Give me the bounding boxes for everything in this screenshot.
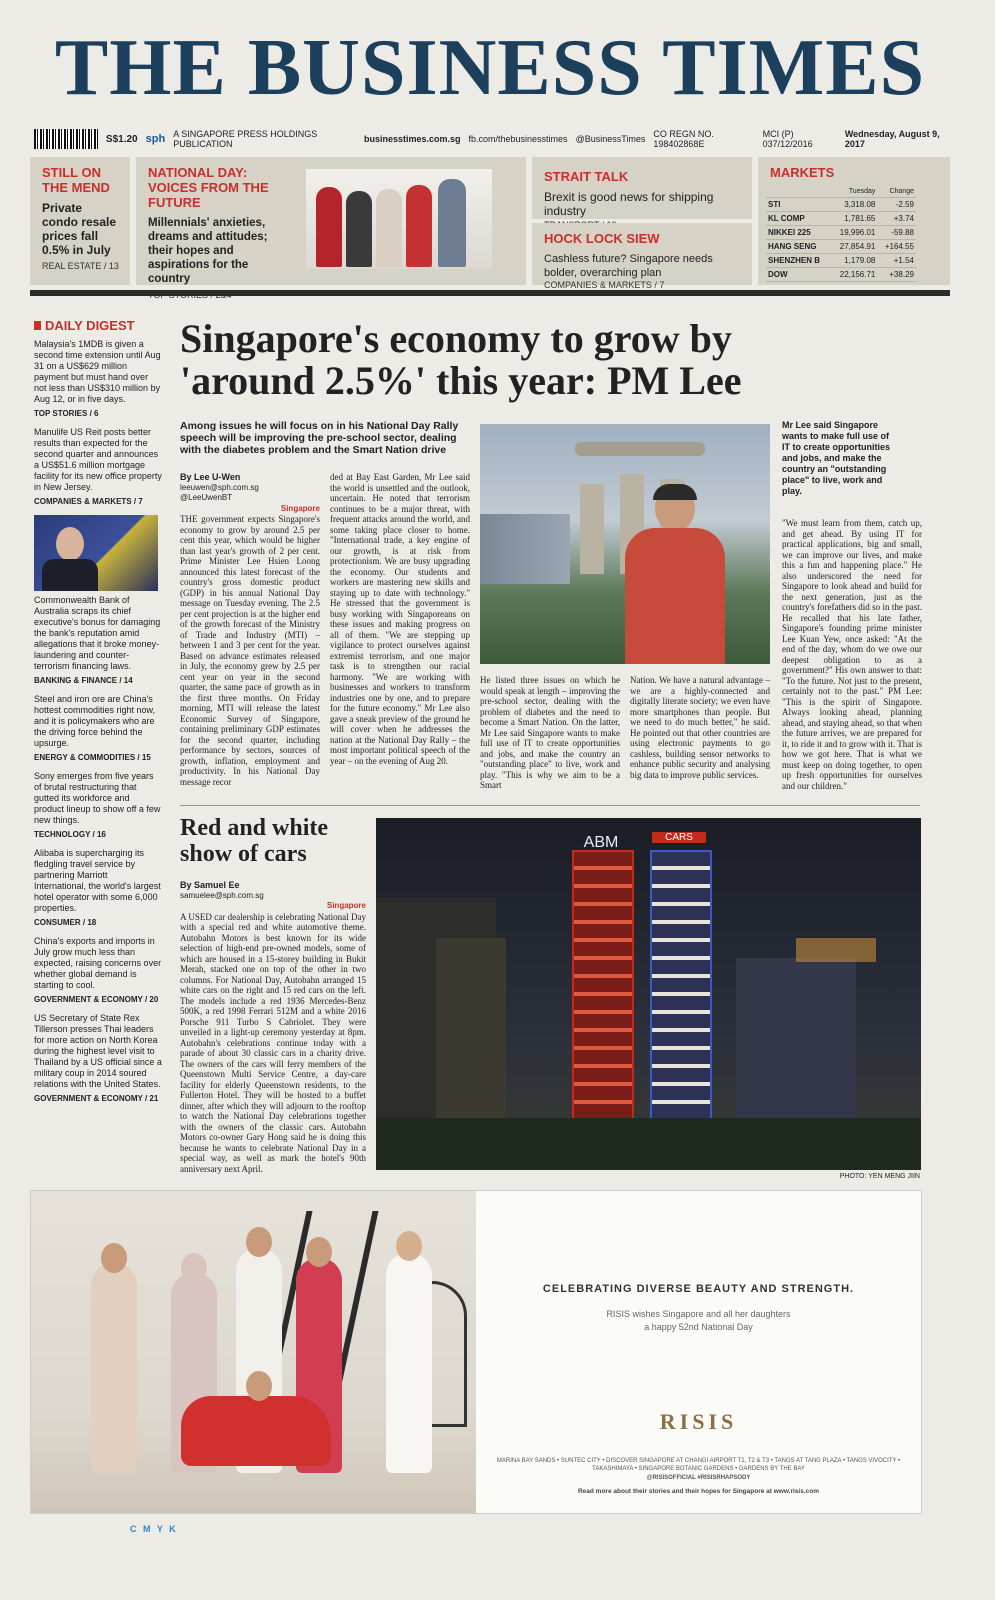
issue-date: Wednesday, August 9, 2017	[844, 129, 940, 149]
teaser-kicker: NATIONAL DAY: VOICES FROM THE FUTURE	[148, 165, 269, 210]
table-row: HANG SENG 27,854.91 +164.55	[766, 240, 916, 254]
teaser-kicker: HOCK LOCK SIEW	[544, 231, 660, 246]
story-divider	[180, 805, 920, 806]
white-car-tower	[650, 850, 712, 1154]
digest-item[interactable]: China's exports and imports in July grow much less than expected, raising concerns over whether global demand is starting to cool. GOVERNMENT & ECONOMY / 20	[34, 936, 162, 1004]
table-row: DOW 22,156.71 +38.29	[766, 268, 916, 282]
section-divider	[30, 290, 950, 296]
digest-item[interactable]: Steel and iron ore are China's hottest commodities right now, and it is policymakers who are the driving force behind the upsurge. ENERGY & COMMODITIES / 15	[34, 694, 156, 762]
markets-box	[758, 157, 950, 285]
digest-title: DAILY DIGEST	[34, 318, 162, 333]
markets-col-header: Change	[877, 186, 916, 198]
byline-email[interactable]: samuelee@sph.com.sg	[180, 890, 264, 900]
registration: CO REGN NO. 198402868E	[653, 129, 714, 149]
byline-email[interactable]: leeuwen@sph.com.sg	[180, 482, 259, 492]
info-bar	[34, 128, 949, 150]
lead-col-1	[180, 472, 320, 787]
teaser-row	[30, 157, 950, 290]
teaser-text: Private condo resale prices fall 0.5% in July	[42, 201, 117, 257]
teaser-section: COMPANIES & MARKETS / 7	[544, 280, 665, 290]
facebook-link[interactable]: fb.com/thebusinesstimes	[468, 134, 568, 144]
models-photo	[31, 1191, 476, 1513]
lead-standfirst: Among issues he will focus on in his National Day Rally speech will be improving the pre-school sector, dealing with the diabetes problem and the Smart Nation drive	[180, 420, 459, 456]
red-car-tower	[572, 850, 634, 1154]
teaser-kicker: STRAIT TALK	[544, 169, 629, 184]
teaser-hock-lock-siew[interactable]	[532, 223, 752, 290]
pm-figure	[625, 484, 725, 664]
markets-title: MARKETS	[770, 165, 835, 180]
dateline: Singapore	[326, 901, 366, 910]
table-row: NIKKEI 225 19,996.01 -59.88	[766, 226, 916, 240]
photo-caption: Mr Lee said Singapore wants to make full use of IT to create opportunities and jobs, and make the country an "outstanding place" to live, work and play.	[782, 420, 891, 496]
digest-marker-icon	[34, 321, 41, 330]
teaser-text: Cashless future? Singapore needs bolder, overarching plan	[544, 253, 713, 279]
ad-line-1: RISIS wishes Singapore and all her daughters	[606, 1309, 791, 1319]
teaser-text: Brexit is good news for shipping industry	[544, 190, 714, 218]
millennials-photo	[306, 169, 492, 269]
sph-logo-icon: sph	[145, 133, 166, 145]
ad-stores: MARINA BAY SANDS • SUNTEC CITY • DISCOVER SINGAPORE AT CHANGI AIRPORT T1, T2 & T3 • TANGS AT TANG PLAZA • TANGS VIVOCITY • TAKASHIMAYA • SINGAPORE BOTANIC GARDENS • GARDENS BY THE BAY	[496, 1458, 901, 1472]
markets-col-header: Tuesday	[831, 186, 877, 198]
second-body: A USED car dealership is celebrating National Day with a special red and white automotive theme. Autobahn Motors is best known for its wide selection of high-end pre-owned models, some of which are housed in a 15-storey building in Bukit Merah, stacked one on top of the other in two columns. For National Day, Autobahn arranged 15 white cars on the right and 15 red cars on the left. The models include a red 1936 Mercedes-Benz 500K, a red 1998 Ferrari 512M and a white 2016 Porsche 911 Turbo S Cabriolet. They were unveiled in a light-up ceremony yesterday at 8pm. Autobahn's celebrations continue today with a parade of about 30 classic cars in a charity drive. The owners of the cars will ferry members of the Queenstown Multi Service Centre, a day-care facility for elderly Queenstown residents, to the Fullerton Hotel. They will be hosted to a buffet dinner, after which they will adjourn to the rooftop to watch the National Day celebrations together with the owners of the classic cars. Autobahn Motors co-owner Gary Hong said he is doing this because he wants to celebrate National Day in a special way, as well as mark the hotel's 90th anniversary next April.	[180, 911, 366, 1174]
digest-item[interactable]: Malaysia's 1MDB is given a second time extension until Aug 31 on a US$629 million payment but must hand over not less than US$310 million by Aug 12, or in five days. TOP STORIES / 6	[34, 339, 161, 418]
teaser-kicker: STILL ON THE MEND	[42, 165, 110, 195]
byline: By Samuel Ee	[180, 880, 240, 890]
lead-body-1: THE government expects Singapore's economy to grow by around 2.5 per cent this year, which would be higher than last year's growth of 2 per cent. Prime Minister Lee Hsien Loong announced this latest forecast of the country's gross domestic product (GDP) in his annual National Day message on Tuesday evening. The 2.5 per cent projection is at the higher end of the growth forecast of the Ministry of Trade and Industry (MTI) – between 1 and 3 per cent for the year. Based on advance estimates released in July, the economy grew by 2.5 per cent year on year in the second quarter, the same pace of growth as in the first three months. On Friday morning, MTI will release the latest Economic Survey of Singapore, containing preliminary GDP estimates for the second quarter, including performance by sectors, sources of growth, inflation, employment and productivity. In his National Day message recor	[180, 514, 320, 787]
ceo-photo	[34, 515, 158, 591]
teaser-section: REAL ESTATE / 13	[42, 261, 119, 271]
website[interactable]: businesstimes.com.sg	[363, 134, 461, 144]
mci-number: MCI (P) 037/12/2016	[762, 129, 813, 149]
digest-item[interactable]: Sony emerges from five years of brutal restructuring that gutted its workforce and product lineup to show off a few new things. TECHNOLOGY / 16	[34, 771, 161, 839]
lead-col-2: ded at Bay East Garden, Mr Lee said the world is unsettled and the outlook, uncertain. He noted that terrorism continues to be a major threat, with frequent attacks around the world, and some taking place closer to home. "International trade, a key engine of our growth, is at risk from protectionism. We are busy upgrading the economy. Our students and workers are mastering new skills and staying up to date with technology." He stressed that the government is busy working with Singaporeans on these issues and making progress on all of them. "We are stepping up vigilance to protect ourselves against extremist terrorism, and one major task is to strengthen our racial harmony. "We are working with businesses and workers to transform industries one by one, and to prepare for the future economy." Mr Lee also gave a sneak preview of the ground he will cover when he addresses the nation at the National Day Rally – the most important political speech of the year – on the evening of Aug 20.	[330, 472, 470, 766]
risis-advertisement[interactable]	[30, 1190, 922, 1514]
cmyk-marks: C M Y K	[130, 1524, 178, 1534]
dateline: Singapore	[280, 503, 320, 513]
ad-social[interactable]: @RISISOFFICIAL #RISISRHAPSODY	[646, 1475, 751, 1481]
barcode	[34, 129, 98, 149]
abm-sign: ABM	[583, 834, 619, 851]
second-story	[180, 880, 366, 1174]
price: S$1.20	[105, 133, 138, 145]
risis-logo[interactable]: RISIS	[659, 1409, 738, 1434]
lead-col-5: "We must learn from them, catch up, and get ahead. By using IT for practical applications, big and small, we can improve our lives, and make this a fun and happening place." He also underscored the need for Singapore to look ahead and build for the next generation, just as the country's forefathers did so in the past. He recalled that his late father, Singapore's founding prime minister Lee Kuan Yew, once asked: "At the end of the day, whom do we owe our deepest obligation to as a government?" His own answer to that: "To the future. Not just to the present, certainly not to the past." PM Lee: "This is the spirit of Singapore. Always looking ahead, planning ahead, and staying ahead, so that when the future arrives, we are prepared for it, to ride it and to grow with it. That is how we got here. That is what we must keep on doing together, to open up fresh opportunities for ourselves and our children."	[782, 518, 922, 791]
byline-twitter[interactable]: @LeeUwenBT	[180, 493, 233, 502]
table-row: KL COMP 1,781.65 +3.74	[766, 212, 916, 226]
pm-lee-photo	[480, 424, 770, 664]
ad-tagline: CELEBRATING DIVERSE BEAUTY AND STRENGTH.	[542, 1283, 855, 1295]
lead-col-3: He listed three issues on which he would speak at length – improving the pre-school sector, dealing with the problem of diabetes and the need to become a Smart Nation. On the latter, Mr Lee said Singapore wants to make full use of IT to create opportunities and jobs, and make the country an "outstanding place" to live, work and play. "This is why we aim to be a Smart	[480, 675, 620, 790]
digest-item[interactable]: Commonwealth Bank of Australia scraps its chief executive's bonus for damaging the bank's reputation amid allegations that it broke money-laundering and counter-terrorism financing laws. BANKING & FINANCE / 14	[34, 595, 161, 685]
markets-table	[766, 186, 916, 282]
byline: By Lee U-Wen	[180, 472, 241, 482]
table-row: SHENZHEN B 1,179.08 +1.54	[766, 254, 916, 268]
digest-item[interactable]: Alibaba is supercharging its fledgling travel service by partnering Marriott International, the world's largest hotel operator with some 6,000 properties. CONSUMER / 18	[34, 848, 161, 927]
twitter-link[interactable]: @BusinessTimes	[575, 134, 646, 144]
second-headline[interactable]: Red and white show of cars	[180, 815, 329, 867]
digest-item[interactable]: US Secretary of State Rex Tillerson presses Thai leaders for more action on North Korea during the highest level visit to Thailand by a US official since a military coup in 2014 soured relations with the United States. GOVERNMENT & ECONOMY / 21	[34, 1013, 162, 1103]
teaser-condo[interactable]	[30, 157, 130, 285]
teaser-text: Millennials' anxieties, dreams and attitudes; their hopes and aspirations for the country	[148, 217, 268, 285]
publisher: A SINGAPORE PRESS HOLDINGS PUBLICATION	[173, 129, 318, 149]
daily-digest	[34, 318, 162, 1112]
digest-item[interactable]: Manulife US Reit posts better results than expected for the second quarter and announces a US$51.6 million mortgage facility for its new office property in New Jersey. COMPANIES & MARKETS / 7	[34, 427, 162, 506]
lead-col-4: Nation. We have a natural advantage – we are a highly-connected and digitally literate society; we even have more smartphones than people. But we need to do much better," he said. He pointed out that other countries are using electronic payments to go cashless, building sensor networks to enhance public security and analysing big data to improve public services.	[630, 675, 770, 780]
car-tower-photo	[376, 818, 921, 1170]
teaser-strait-talk[interactable]	[532, 157, 752, 219]
lead-headline[interactable]: Singapore's economy to grow by 'around 2.5%' this year: PM Lee	[180, 316, 742, 403]
masthead-title: THE BUSINESS TIMES	[54, 24, 926, 112]
table-row: STI 3,318.08 -2.59	[766, 198, 916, 212]
tower-sign: CARS	[652, 832, 706, 843]
teaser-national-day[interactable]	[136, 157, 526, 285]
photo-credit: PHOTO: YEN MENG JIIN	[839, 1173, 920, 1180]
ad-line-2: a happy 52nd National Day	[644, 1322, 753, 1332]
ad-footer[interactable]: Read more about their stories and their hopes for Singapore at www.risis.com	[577, 1488, 820, 1495]
